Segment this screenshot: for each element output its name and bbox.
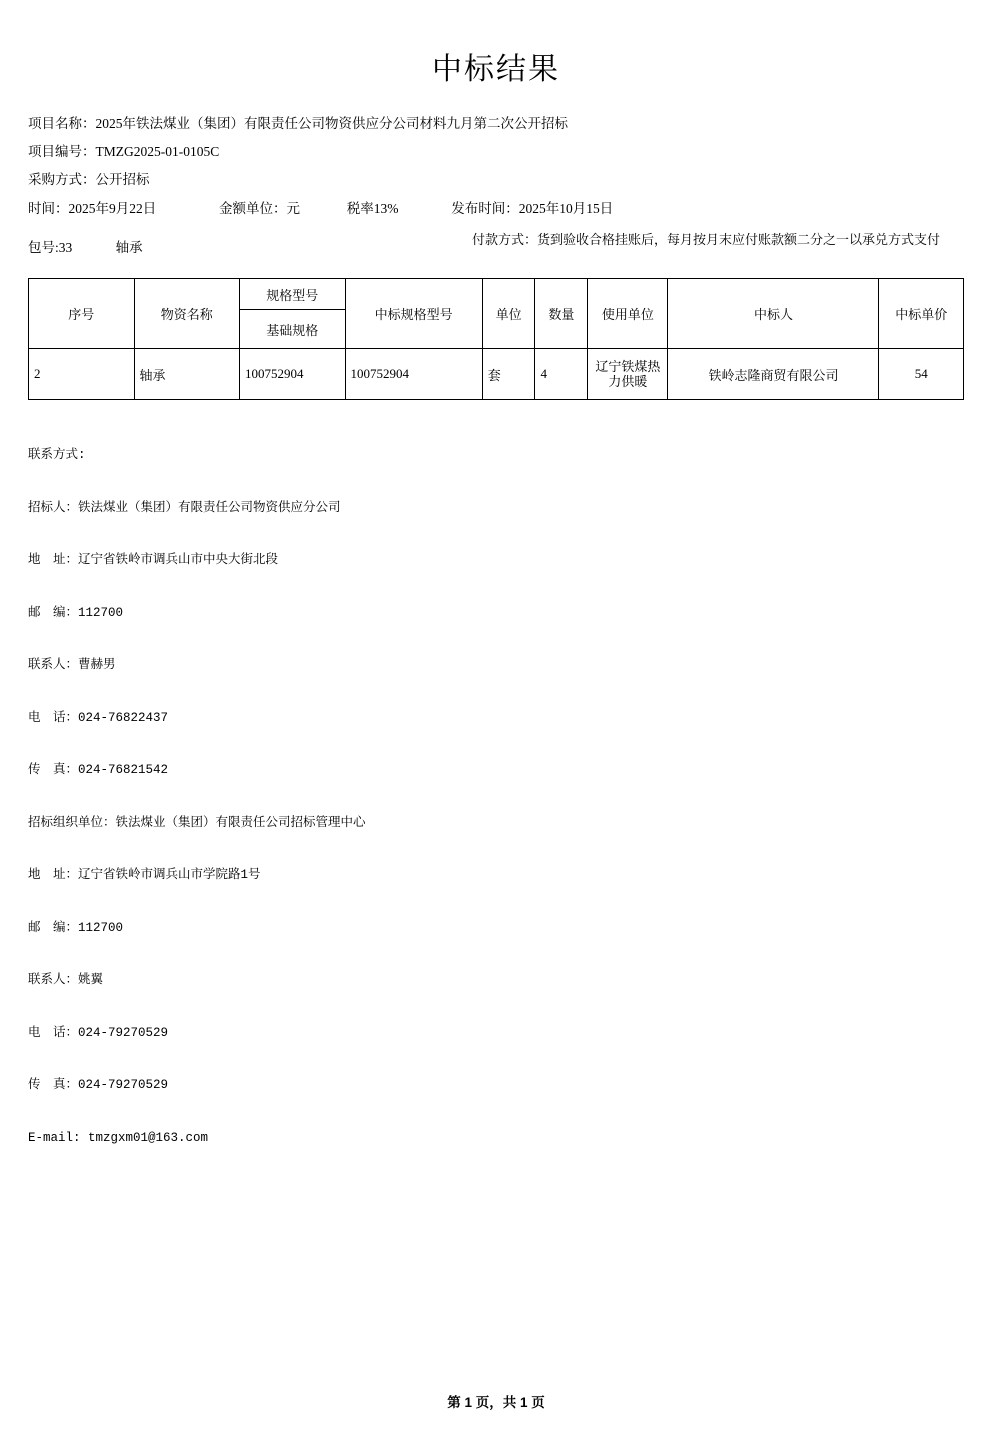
publish-time-label: 发布时间： <box>451 201 519 216</box>
amount-unit-value: 元 <box>286 201 300 216</box>
contact-line: 招标人：铁法煤业（集团）有限责任公司物资供应分公司 <box>28 500 341 515</box>
contact-line: 招标组织单位：铁法煤业（集团）有限责任公司招标管理中心 <box>28 815 366 830</box>
purchase-method-line <box>28 166 964 194</box>
contact-block <box>28 412 964 1182</box>
page-footer: 第 1 页，共 1 页 <box>447 1395 545 1410</box>
th-seq: 序号 <box>29 279 135 349</box>
package-info <box>28 236 143 256</box>
th-base-spec: 基础规格 <box>240 310 346 349</box>
th-bid-spec: 中标规格型号 <box>345 279 482 349</box>
bid-result-table <box>28 278 964 400</box>
cell-bid-spec: 100752904 <box>345 349 482 400</box>
time-value: 2025年9月22日 <box>68 201 157 216</box>
publish-time-value: 2025年10月15日 <box>518 201 614 216</box>
th-spec-group: 规格型号 <box>240 279 346 310</box>
project-name-line <box>28 110 964 138</box>
contact-line: 电 话：024-76822437 <box>28 710 169 725</box>
th-quantity: 数量 <box>535 279 588 349</box>
contact-line: 邮 编：112700 <box>28 920 124 935</box>
purchase-method-label: 采购方式： <box>28 172 96 187</box>
time-label: 时间： <box>28 201 69 216</box>
th-unit-price: 中标单价 <box>879 279 964 349</box>
project-code-value: TMZG2025-01-0105C <box>95 144 220 159</box>
contact-line: 传 真：024-79270529 <box>28 1078 169 1092</box>
th-use-unit: 使用单位 <box>588 279 668 349</box>
cell-use-unit: 辽宁铁煤热力供暖 <box>588 349 668 400</box>
project-code-line <box>28 138 964 166</box>
contact-line: 联系人：曹赫男 <box>28 658 116 672</box>
th-winner: 中标人 <box>668 279 879 349</box>
payment-terms: 付款方式：货到验收合格挂账后，每月按月末应付账款额二分之一以承兑方式支付 <box>471 232 940 247</box>
contact-line: 传 真：024-76821542 <box>28 763 169 777</box>
project-name-label: 项目名称： <box>28 116 96 131</box>
contact-line: 联系人：姚翼 <box>28 973 104 987</box>
cell-quantity: 4 <box>535 349 588 400</box>
th-unit: 单位 <box>482 279 535 349</box>
package-no-value: 33 <box>58 240 73 255</box>
table-header-row-top <box>29 279 964 310</box>
document-page <box>0 44 992 1447</box>
package-row <box>28 234 964 274</box>
tax-rate-label: 税率 <box>346 201 374 216</box>
time-row <box>28 194 964 224</box>
table-header <box>29 279 964 349</box>
page-title: 中标结果 <box>432 53 560 86</box>
cell-unit-price: 54 <box>879 349 964 400</box>
contact-title: 联系方式: <box>28 448 86 462</box>
contact-line: 邮 编：112700 <box>28 605 124 620</box>
cell-seq: 2 <box>29 349 135 400</box>
project-name-value: 2025年铁法煤业（集团）有限责任公司物资供应分公司材料九月第二次公开招标 <box>95 116 568 131</box>
package-name: 轴承 <box>115 240 143 255</box>
cell-base-spec: 100752904 <box>240 349 346 400</box>
table-body <box>29 349 964 400</box>
cell-unit: 套 <box>482 349 535 400</box>
table-row <box>29 349 964 400</box>
th-material-name: 物资名称 <box>134 279 240 349</box>
cell-winner: 铁岭志隆商贸有限公司 <box>668 349 879 400</box>
package-no-label: 包号: <box>28 240 59 255</box>
contact-line: 地 址：辽宁省铁岭市调兵山市学院路1号 <box>28 868 261 882</box>
project-code-label: 项目编号： <box>28 144 96 159</box>
contact-line: 地 址：辽宁省铁岭市调兵山市中央大街北段 <box>28 553 279 567</box>
contact-email-line: E-mail: tmzgxm01@163.com <box>28 1130 209 1145</box>
amount-unit-label: 金额单位： <box>219 201 287 216</box>
cell-material-name: 轴承 <box>134 349 240 400</box>
contact-line: 电 话：024-79270529 <box>28 1025 169 1040</box>
purchase-method-value: 公开招标 <box>95 172 150 187</box>
tax-rate-value: 13% <box>373 201 399 216</box>
